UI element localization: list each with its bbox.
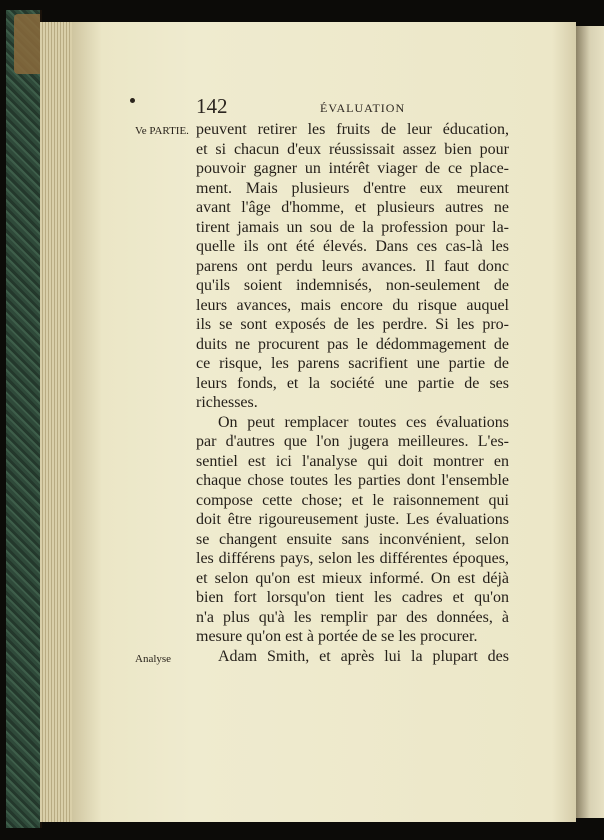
text-line: ils se sont exposés de les perdre. Si les pro- xyxy=(196,316,509,333)
margin-note-analyse: Analyse xyxy=(135,653,172,665)
cover-leather-corner xyxy=(14,14,40,74)
running-head xyxy=(196,94,506,122)
text-line: doit être rigoureusement juste. Les évaluations xyxy=(196,511,509,528)
text-line: duits ne procurent pas le dédommagement de xyxy=(196,335,509,353)
text-line: les différens pays, selon les différentes époques, xyxy=(196,550,509,567)
book-cover-spine xyxy=(6,10,42,828)
facing-page-edge xyxy=(576,26,604,818)
paragraph-1 xyxy=(196,120,509,413)
text-line: leurs avances, mais encore du risque auquel xyxy=(196,296,509,314)
text-line: quelle ils ont été élevés. Dans ces cas-là les xyxy=(196,238,509,255)
text-line: compose cette chose; et le raisonnement qui xyxy=(196,491,509,509)
text-line: se changent ensuite sans inconvénient, selon xyxy=(196,530,509,548)
text-line: et selon qu'on est mieux informé. On est déjà xyxy=(196,569,509,587)
text-line: n'a plus qu'à les remplir par des données, à xyxy=(196,608,509,626)
ink-spot xyxy=(130,98,135,103)
text-line: richesses. xyxy=(196,394,258,411)
text-line: sentiel est ici l'analyse qui doit montrer en xyxy=(196,452,509,470)
margin-note-part: Ve PARTIE. xyxy=(135,125,189,137)
paragraph-2 xyxy=(196,413,509,647)
text-line: peuvent retirer les fruits de leur éducation, xyxy=(196,121,509,138)
text-line: parens ont perdu leurs avances. Il faut donc xyxy=(196,257,509,275)
paragraph-3 xyxy=(196,647,509,667)
text-line: mesure qu'on est à portée de se les procurer. xyxy=(196,628,478,645)
page-edges xyxy=(40,22,72,822)
text-line: tirent jamais un sou de la profession pour la- xyxy=(196,218,509,236)
text-line: par d'autres que l'on jugera meilleures. L'es- xyxy=(196,433,509,450)
text-line: avant l'âge d'homme, et plusieurs autres ne xyxy=(196,199,509,216)
body-text xyxy=(196,120,509,666)
text-line: bien fort lorsqu'on tient les cadres et qu'on xyxy=(196,589,509,606)
text-line: pouvoir gagner un intérêt viager de ce place- xyxy=(196,160,509,177)
text-line: ce risque, les parens sacrifient une partie de xyxy=(196,355,509,372)
text-line: qu'ils soient indemnisés, non-seulement de xyxy=(196,277,509,294)
text-line: chaque chose toutes les parties dont l'ensemble xyxy=(196,472,509,489)
text-line: leurs fonds, et la société une partie de ses xyxy=(196,374,509,392)
page-number: 142 xyxy=(196,94,228,118)
text-line: Adam Smith, et après lui la plupart des xyxy=(218,647,509,665)
running-title: ÉVALUATION xyxy=(320,101,406,115)
text-line: On peut remplacer toutes ces évaluations xyxy=(218,413,509,431)
text-line: ment. Mais plusieurs d'entre eux meurent xyxy=(196,179,509,197)
text-line: et si chacun d'eux réussissait assez bien pour xyxy=(196,140,509,158)
